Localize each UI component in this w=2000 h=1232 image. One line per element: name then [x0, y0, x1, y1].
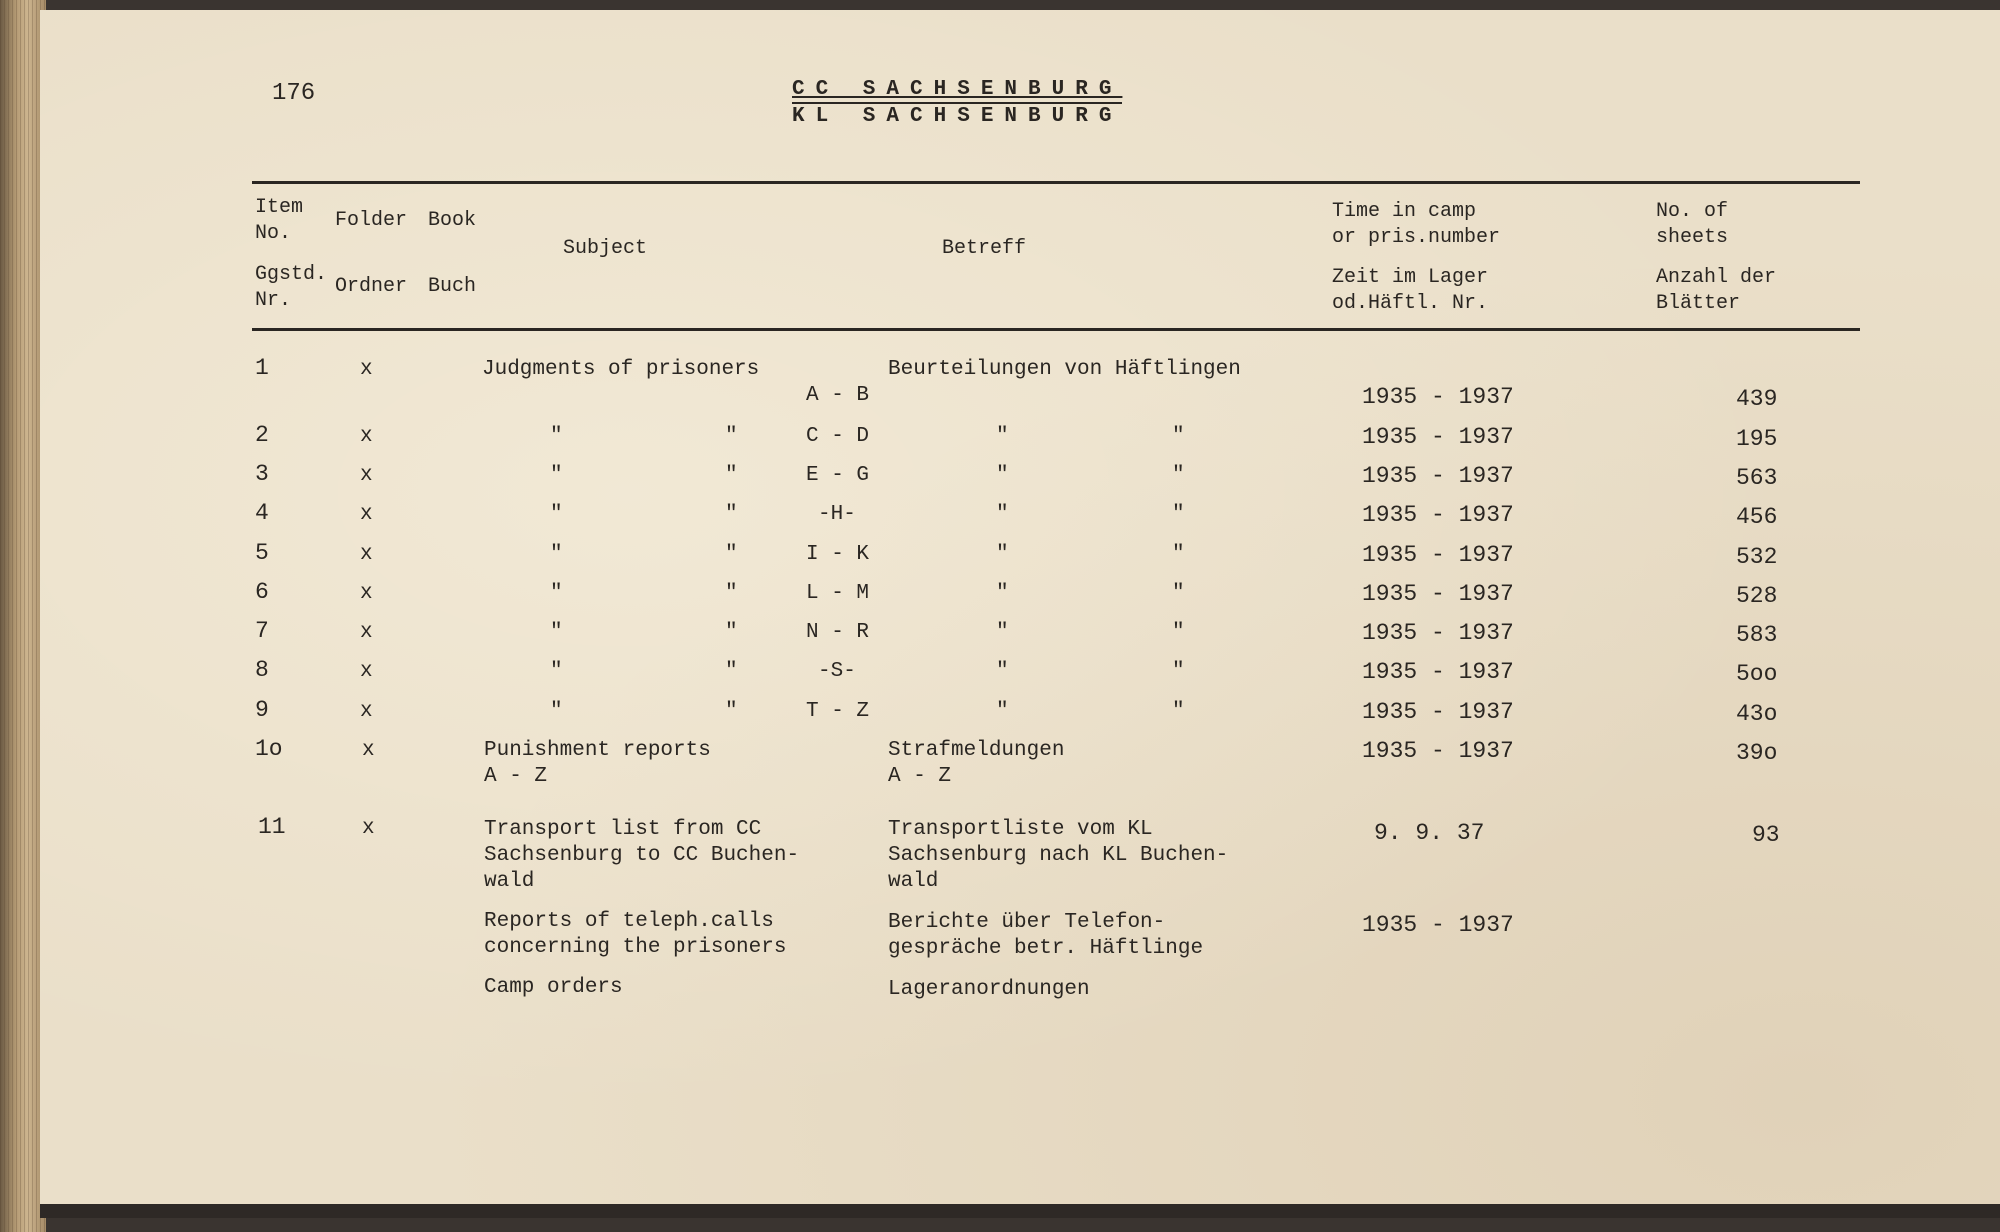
row-ditto-betreff-1: "	[996, 425, 1009, 448]
row-sheets: 39o	[1736, 740, 1778, 766]
header-folder-de: Ordner	[335, 275, 408, 298]
row-folder-mark: x	[360, 503, 373, 526]
title-german: KL SACHSENBURG	[792, 102, 1122, 128]
row-ditto-subject-1: "	[550, 425, 563, 448]
row-item: 7	[255, 618, 269, 644]
header-sheets-en: No. of sheets	[1656, 200, 1729, 249]
row-item: 2	[255, 422, 269, 448]
row-sheets: 5oo	[1736, 661, 1778, 687]
row-subject: Transport list from CC Sachsenburg to CC Buchen- wald	[484, 818, 800, 893]
row-sheets: 43o	[1736, 701, 1778, 727]
row-ditto-betreff-1: "	[996, 582, 1009, 605]
row-sheets: 456	[1736, 504, 1778, 530]
row-range: A - B	[806, 384, 870, 407]
row-item: 3	[255, 461, 269, 487]
row-ditto-betreff-2: "	[1172, 582, 1185, 605]
table-header-rule	[252, 328, 1860, 331]
header-item-de: Ggstd. Nr.	[255, 263, 328, 312]
row-range: I - K	[806, 543, 870, 566]
row-time: 1935 - 1937	[1362, 699, 1514, 725]
row-sheets: 563	[1736, 465, 1778, 491]
row-time: 1935 - 1937	[1362, 463, 1514, 489]
row-ditto-subject-1: "	[550, 700, 563, 723]
row-item: 9	[255, 697, 269, 723]
row-ditto-subject-2: "	[725, 464, 738, 487]
row-ditto-subject-1: "	[550, 503, 563, 526]
row-time: 1935 - 1937	[1362, 581, 1514, 607]
row-time: 1935 - 1937	[1362, 620, 1514, 646]
row-range: T - Z	[806, 700, 870, 723]
row-folder-mark: x	[360, 621, 373, 644]
row-ditto-betreff-2: "	[1172, 700, 1185, 723]
row-ditto-betreff-2: "	[1172, 464, 1185, 487]
row-betreff: Beurteilungen von Häftlingen	[888, 358, 1241, 381]
row-ditto-subject-2: "	[725, 660, 738, 683]
row-range: C - D	[806, 425, 870, 448]
row-betreff: Lageranordnungen	[888, 978, 1090, 1001]
header-betreff: Betreff	[942, 237, 1027, 260]
row-item: 5	[255, 540, 269, 566]
page-bottom-shadow	[40, 1204, 2000, 1218]
header-folder-en: Folder	[335, 209, 408, 232]
row-subject: Reports of teleph.calls concerning the prisoners	[484, 910, 787, 959]
row-sheets: 583	[1736, 622, 1778, 648]
row-ditto-betreff-2: "	[1172, 660, 1185, 683]
row-item: 6	[255, 579, 269, 605]
header-item-en: Item No.	[255, 196, 304, 245]
row-range: L - M	[806, 582, 870, 605]
row-ditto-betreff-1: "	[996, 660, 1009, 683]
header-sheets-de: Anzahl der Blätter	[1656, 266, 1777, 315]
row-folder-mark: x	[362, 817, 375, 840]
row-time: 9. 9. 37	[1374, 820, 1485, 846]
row-item: 4	[255, 500, 269, 526]
row-ditto-subject-2: "	[725, 621, 738, 644]
row-sheets: 93	[1752, 822, 1780, 848]
row-ditto-subject-1: "	[550, 543, 563, 566]
row-range: -S-	[818, 660, 856, 683]
row-time: 1935 - 1937	[1362, 912, 1514, 938]
table-top-rule	[252, 181, 1860, 184]
row-time: 1935 - 1937	[1362, 542, 1514, 568]
row-ditto-betreff-2: "	[1172, 543, 1185, 566]
row-ditto-betreff-2: "	[1172, 425, 1185, 448]
document-page	[40, 10, 2000, 1218]
row-betreff: Strafmeldungen A - Z	[888, 739, 1065, 788]
row-ditto-subject-1: "	[550, 582, 563, 605]
header-subject: Subject	[563, 237, 648, 260]
row-subject: Camp orders	[484, 976, 623, 999]
row-item: 11	[258, 814, 286, 840]
row-range: N - R	[806, 621, 870, 644]
row-item: 1o	[255, 736, 283, 762]
row-ditto-subject-2: "	[725, 582, 738, 605]
row-ditto-betreff-1: "	[996, 543, 1009, 566]
header-book-de: Buch	[428, 275, 477, 298]
title-english: CC SACHSENBURG	[792, 78, 1123, 101]
row-time: 1935 - 1937	[1362, 384, 1514, 410]
row-subject: Punishment reports A - Z	[484, 739, 711, 788]
row-ditto-betreff-1: "	[996, 503, 1009, 526]
row-ditto-subject-2: "	[725, 503, 738, 526]
row-range: -H-	[818, 503, 856, 526]
row-folder-mark: x	[360, 700, 373, 723]
row-item: 1	[255, 355, 269, 381]
row-ditto-betreff-1: "	[996, 700, 1009, 723]
row-betreff: Berichte über Telefon- gespräche betr. Häftlinge	[888, 911, 1204, 960]
header-time-de: Zeit im Lager od.Häftl. Nr.	[1332, 266, 1489, 315]
row-folder-mark: x	[360, 582, 373, 605]
page-number: 176	[272, 80, 316, 107]
row-time: 1935 - 1937	[1362, 738, 1514, 764]
row-ditto-betreff-1: "	[996, 621, 1009, 644]
row-sheets: 195	[1736, 426, 1778, 452]
row-ditto-subject-2: "	[725, 700, 738, 723]
row-ditto-betreff-1: "	[996, 464, 1009, 487]
row-folder-mark: x	[362, 739, 375, 762]
row-item: 8	[255, 657, 269, 683]
row-ditto-subject-2: "	[725, 425, 738, 448]
header-book-en: Book	[428, 209, 477, 232]
row-folder-mark: x	[360, 358, 373, 381]
row-folder-mark: x	[360, 464, 373, 487]
row-range: E - G	[806, 464, 870, 487]
row-ditto-betreff-2: "	[1172, 503, 1185, 526]
row-ditto-subject-1: "	[550, 660, 563, 683]
row-sheets: 439	[1736, 386, 1778, 412]
row-ditto-subject-1: "	[550, 621, 563, 644]
row-time: 1935 - 1937	[1362, 424, 1514, 450]
row-time: 1935 - 1937	[1362, 502, 1514, 528]
row-folder-mark: x	[360, 543, 373, 566]
row-ditto-subject-2: "	[725, 543, 738, 566]
row-ditto-betreff-2: "	[1172, 621, 1185, 644]
header-time-en: Time in camp or pris.number	[1332, 200, 1501, 249]
row-folder-mark: x	[360, 425, 373, 448]
row-time: 1935 - 1937	[1362, 659, 1514, 685]
row-sheets: 528	[1736, 583, 1778, 609]
row-ditto-subject-1: "	[550, 464, 563, 487]
row-betreff: Transportliste vom KL Sachsenburg nach KL Buchen- wald	[888, 818, 1229, 893]
row-folder-mark: x	[360, 660, 373, 683]
row-subject: Judgments of prisoners	[482, 358, 760, 381]
row-sheets: 532	[1736, 544, 1778, 570]
